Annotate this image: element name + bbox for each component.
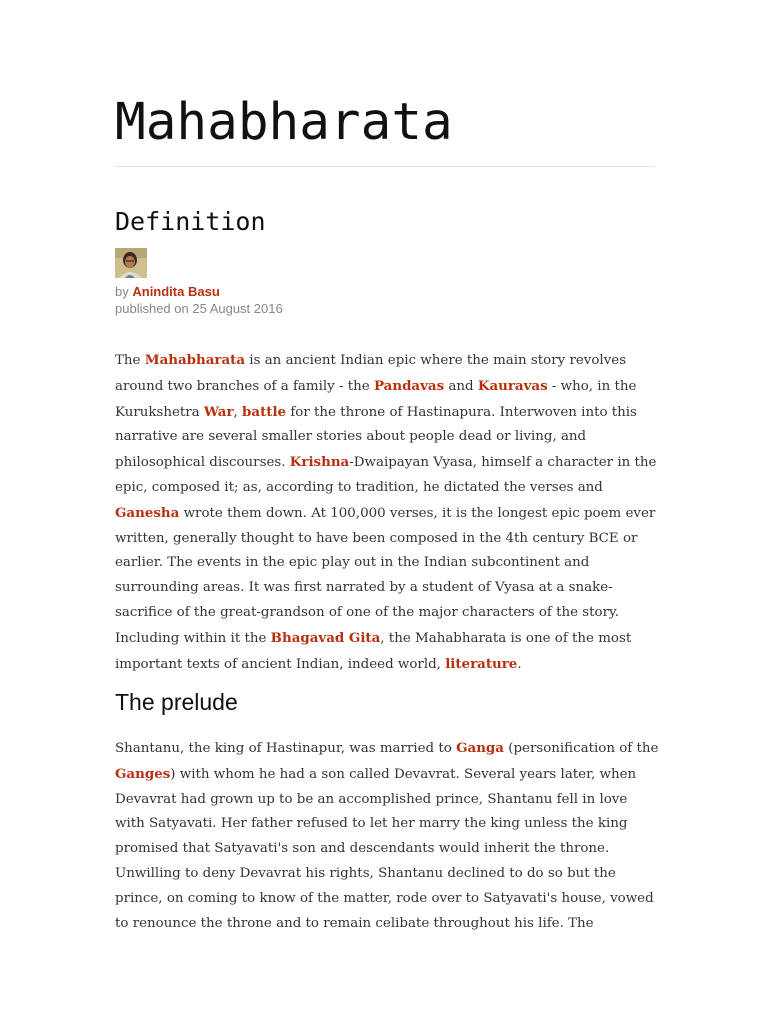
article-type-heading: Definition xyxy=(115,207,266,236)
link-mahabharata[interactable]: Mahabharata xyxy=(144,352,246,368)
publish-date: published on 25 August 2016 xyxy=(115,301,283,316)
text-segment: . xyxy=(517,656,522,672)
text-segment: , the Mahabharata is one of the most important texts of ancient Indian, indeed world, xyxy=(115,630,632,672)
section-heading-prelude: The prelude xyxy=(115,689,238,715)
text-segment: ) with whom he had a son called Devavrat. Several years later, when Devavrat had grown up to be an accomplished prince, Shantanu fell in love with Satyavati. Her father refused to let her marry the king unless the king promised that Satyavati's son and descendants would inherit the throne. Unwilling to deny Devavrat his rights, Shantanu declined to do so but the prince, on coming to know of the matter, rode over to Satyavati's house, vowed to renounce the throne and to remain celibate throughout his life. The xyxy=(115,766,654,931)
link-kauravas[interactable]: Kauravas xyxy=(477,377,548,394)
link-ganga[interactable]: Ganga xyxy=(456,740,504,756)
link-ganesha[interactable]: Ganesha xyxy=(115,504,180,521)
title-divider xyxy=(115,166,655,167)
page-title: Mahabharata xyxy=(115,93,453,152)
link-literature[interactable]: literature xyxy=(445,655,518,672)
byline xyxy=(115,283,283,317)
text-segment: - who, in the Kurukshetra xyxy=(115,378,637,420)
byline-prefix: by xyxy=(115,284,129,299)
text-segment: wrote them down. At 100,000 verses, it is the longest epic poem ever written, generally thought to have been composed in the 4th century BCE or earlier. The events in the epic play out in the Indian subcontinent and surrounding areas. It was first narrated by a student of Vyasa at a snake-sacrifice of the great-grandson of one of the major characters of the story. Including within it the xyxy=(115,505,656,646)
avatar[interactable] xyxy=(115,248,147,278)
link-bhagavad-gita[interactable]: Bhagavad Gita xyxy=(270,629,381,646)
link-war[interactable]: War xyxy=(203,403,234,420)
text-segment: Shantanu, the king of Hastinapur, was married to xyxy=(115,741,457,756)
text-segment: -Dwaipayan Vyasa, himself a character in the epic, composed it; as, according to tradition, he dictated the verses and xyxy=(115,455,657,495)
link-krishna[interactable]: Krishna xyxy=(289,454,350,471)
text-segment: and xyxy=(444,378,478,394)
link-pandavas[interactable]: Pandavas xyxy=(373,377,445,394)
intro-paragraph xyxy=(115,348,660,677)
text-segment: The xyxy=(115,353,145,368)
author-link[interactable]: Anindita Basu xyxy=(132,284,220,299)
text-segment: (personification of the xyxy=(503,741,659,756)
text-segment: for the throne of Hastinapura. Interwoven into this narrative are several smaller stories about people dead or living, and philosophical discourses. xyxy=(115,404,637,471)
text-segment: , xyxy=(233,404,243,420)
text-segment: is an ancient Indian epic where the main story revolves around two branches of a family - the xyxy=(115,353,627,394)
link-ganges[interactable]: Ganges xyxy=(115,765,171,782)
author-photo-icon xyxy=(115,248,147,278)
prelude-paragraph xyxy=(115,736,660,936)
link-battle[interactable]: battle xyxy=(242,403,287,420)
